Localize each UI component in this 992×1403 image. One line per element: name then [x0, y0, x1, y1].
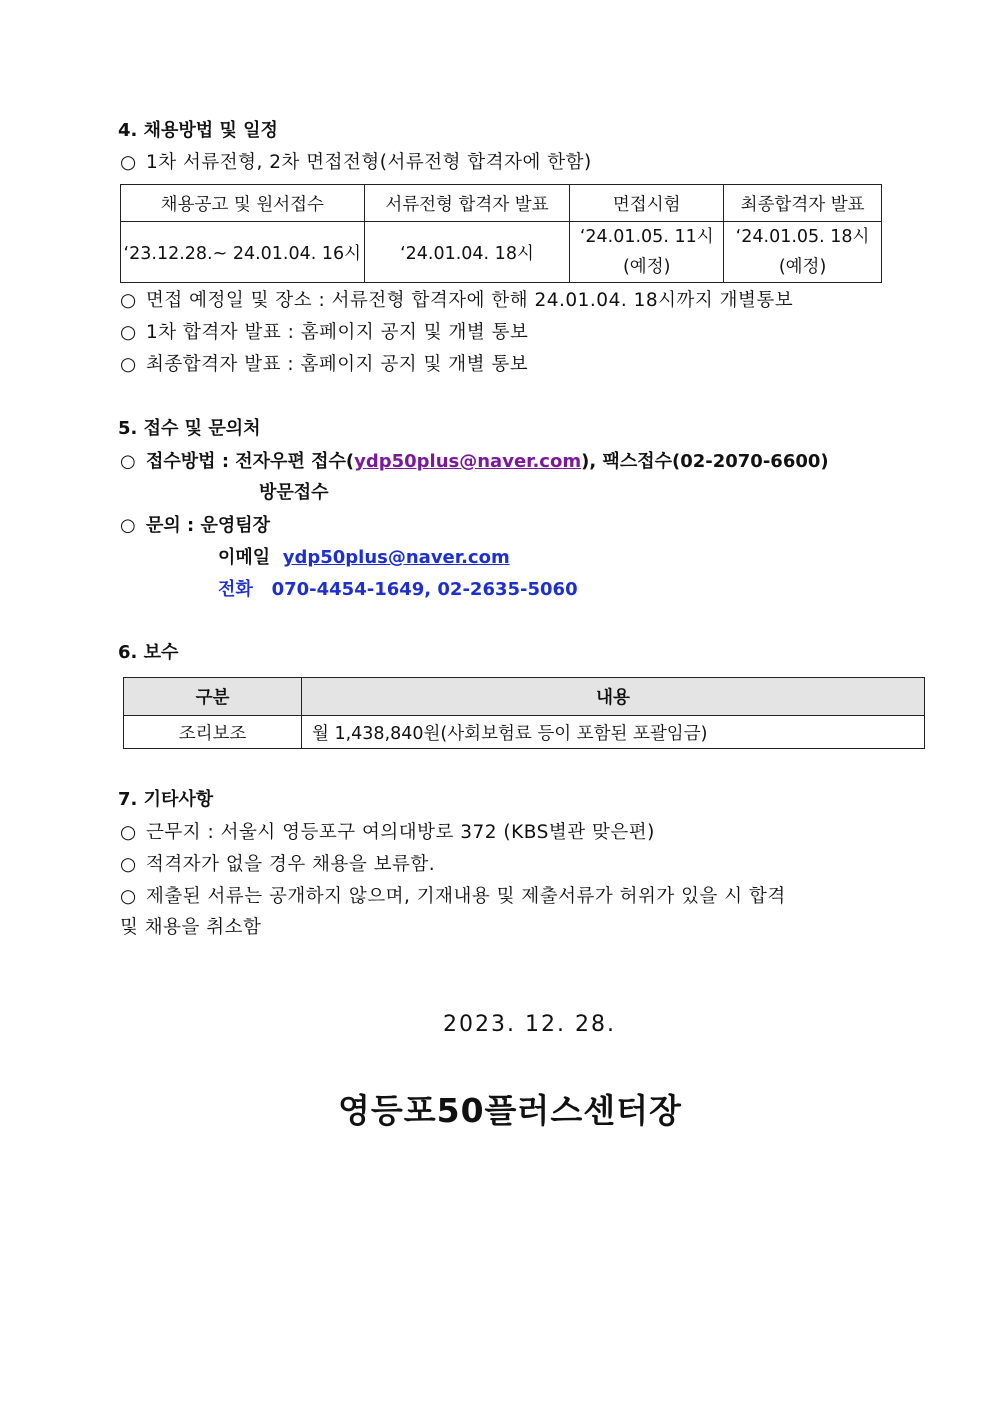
section-4-heading: 4. 채용방법 및 일정: [118, 120, 278, 141]
bullet-icon: ○: [120, 515, 136, 536]
section-6-heading: 6. 보수: [118, 642, 179, 663]
schedule-header: 면접시험: [570, 185, 724, 222]
bullet-text: 면접 예정일 및 장소 : 서류전형 합격자에 한해 24.01.04. 18시까지 개별통보: [146, 290, 794, 311]
submission-method: [120, 447, 829, 473]
cell-text: (예정): [778, 257, 827, 277]
email-label: 이메일: [218, 547, 271, 568]
cell-text: (예정): [622, 257, 671, 277]
bullet-icon: ○: [120, 886, 137, 907]
schedule-cell: [724, 222, 882, 283]
method-suffix: ), 팩스접수(02-2070-6600): [581, 451, 829, 472]
pay-header: 내용: [302, 678, 925, 716]
bullet-text: 적격자가 없을 경우 채용을 보류함.: [146, 854, 436, 875]
intro-text: 1차 서류전형, 2차 면접전형(서류전형 합격자에 한함): [146, 152, 592, 173]
method-prefix: 접수방법 : 전자우편 접수(: [146, 451, 355, 472]
cell-text: ‘24.01.05. 18시: [735, 227, 870, 247]
bullet-text: 1차 합격자 발표 : 홈페이지 공지 및 개별 통보: [146, 322, 529, 343]
cell-text: ‘24.01.04. 18시: [400, 243, 534, 264]
bullet-icon: ○: [120, 290, 137, 311]
contact-email-link[interactable]: ydp50plus@naver.com: [282, 547, 510, 568]
schedule-cell: [121, 222, 365, 283]
bullet-text: 제출된 서류는 공개하지 않으며, 기재내용 및 제출서류가 허위가 있을 시 합격: [146, 886, 786, 907]
visit-submission: 방문접수: [259, 482, 329, 503]
schedule-cell: [570, 222, 724, 283]
section-7-bullet: [120, 818, 655, 844]
schedule-cell: [364, 222, 570, 283]
schedule-header: 채용공고 및 원서접수: [121, 185, 365, 222]
schedule-header: 서류전형 합격자 발표: [364, 185, 570, 222]
bullet-icon: ○: [120, 354, 137, 375]
section-4-bullet: [120, 286, 793, 312]
phone-label: 전화: [218, 579, 253, 600]
phone-line: [218, 575, 578, 601]
bullet-text: 근무지 : 서울시 영등포구 여의대방로 372 (KBS별관 맞은편): [146, 822, 655, 843]
section-4-bullet: [120, 350, 528, 376]
bullet-icon: ○: [120, 322, 137, 343]
phone-value: 070-4454-1649, 02-2635-5060: [271, 579, 578, 600]
inquiry-line: [120, 511, 270, 537]
pay-header: 구분: [124, 678, 302, 716]
cell-text: ‘23.12.28.~ 24.01.04. 16시: [123, 243, 362, 264]
pay-content: 월 1,438,840원(사회보험료 등이 포함된 포괄임금): [302, 716, 925, 749]
pay-category: 조리보조: [124, 716, 302, 749]
cell-text: ‘24.01.05. 11시: [579, 227, 714, 247]
section-5-heading: 5. 접수 및 문의처: [118, 418, 261, 439]
bullet-icon: ○: [120, 152, 137, 173]
inquiry-text: 문의 : 운영팀장: [146, 515, 271, 536]
section-4-intro: [120, 148, 592, 174]
email-line: [218, 543, 510, 569]
signer-title: 영등포50플러스센터장: [338, 1091, 682, 1130]
bullet-icon: ○: [120, 451, 136, 472]
document-date: 2023. 12. 28.: [443, 1012, 616, 1037]
schedule-header: 최종합격자 발표: [724, 185, 882, 222]
section-7-bullet: [120, 850, 435, 876]
section-4-bullet: [120, 318, 528, 344]
bullet-icon: ○: [120, 854, 137, 875]
schedule-table: [120, 184, 882, 283]
section-7-heading: 7. 기타사항: [118, 789, 214, 810]
section-7-continuation: 및 채용을 취소함: [120, 917, 262, 938]
bullet-icon: ○: [120, 822, 137, 843]
bullet-text: 최종합격자 발표 : 홈페이지 공지 및 개별 통보: [146, 354, 529, 375]
pay-table: [123, 677, 925, 749]
section-7-bullet: [120, 882, 786, 908]
submission-email-link[interactable]: ydp50plus@naver.com: [354, 451, 582, 472]
